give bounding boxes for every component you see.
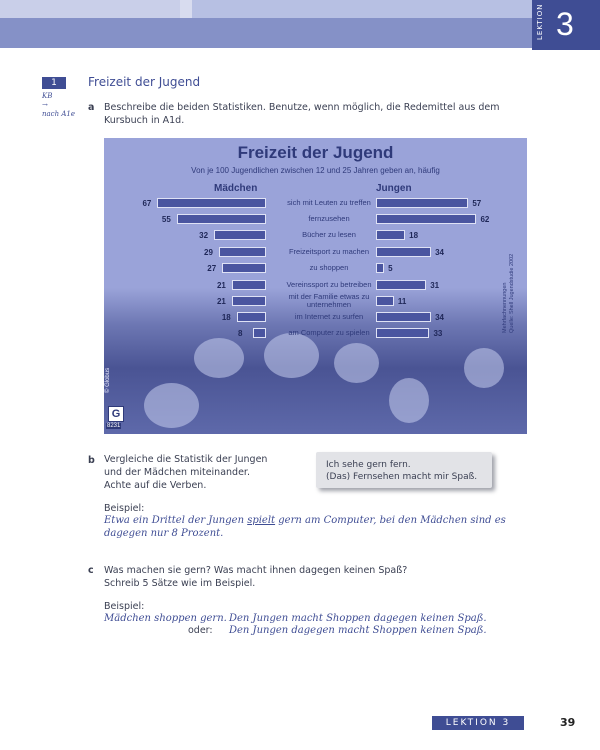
value-girls-7: 18	[221, 313, 231, 322]
part-b-example-line-2: dagegen nur 8 Prozent.	[104, 528, 224, 539]
part-b-text-2: und der Mädchen miteinander.	[104, 467, 250, 478]
chart-code: 8231	[107, 423, 121, 429]
value-boys-1: 62	[480, 215, 490, 224]
value-girls-4: 27	[207, 264, 217, 273]
bar-girls-1	[177, 214, 266, 224]
chart-source	[502, 254, 516, 333]
value-girls-3: 29	[204, 248, 213, 257]
part-c-beispiel-label: Beispiel:	[104, 601, 145, 612]
part-c-example-right-1: Den Jungen macht Shoppen dagegen keinen Spaß.	[229, 613, 487, 624]
exercise-number: 1	[42, 77, 66, 89]
example-text-pre: Etwa ein Drittel der Jungen	[104, 515, 248, 526]
category-label-2: Bücher zu lesen	[302, 230, 356, 239]
part-c-example-right-2: Den Jungen dagegen macht Shoppen keinen Spaß.	[229, 625, 487, 636]
part-b-label: b	[88, 455, 95, 466]
value-boys-5: 31	[430, 281, 440, 290]
note-line-2: (Das) Fernsehen macht mir Spaß.	[326, 472, 478, 482]
part-b-beispiel-label: Beispiel:	[104, 503, 145, 514]
value-girls-5: 21	[216, 281, 226, 290]
lektion-tab-number: 3	[556, 6, 574, 42]
part-a-text-2: Kursbuch in A1d.	[104, 115, 185, 126]
value-girls-6: 21	[216, 297, 226, 306]
statistics-chart	[104, 138, 527, 434]
globus-logo: G	[108, 406, 124, 422]
chart-subtitle: Von je 100 Jugendlichen zwischen 12 und 25 Jahren geben an, häufig	[191, 166, 440, 175]
bar-girls-0	[157, 198, 266, 208]
legend-boys: Jungen	[376, 183, 412, 194]
part-a-label: a	[88, 102, 95, 113]
part-c-oder: oder:	[188, 625, 213, 636]
chart-credit: © Globus	[105, 367, 111, 393]
lektion-tab	[532, 0, 600, 50]
category-label-7: im Internet zu surfen	[294, 312, 364, 321]
bar-girls-6	[232, 296, 266, 306]
category-label-0: sich mit Leuten zu treffen	[287, 198, 371, 207]
category-label-5: Vereinssport zu betreiben	[286, 280, 372, 289]
header-bar	[0, 0, 600, 48]
page-number: 39	[560, 716, 576, 729]
part-b-text-1: Vergleiche die Statistik der Jungen	[104, 454, 268, 465]
chart-source-line-2: Quelle: Shell Jugendstudie 2002	[509, 253, 515, 333]
value-boys-0: 57	[472, 199, 482, 208]
bar-girls-2	[214, 230, 266, 240]
value-boys-6: 11	[397, 297, 407, 306]
value-boys-4: 5	[388, 264, 393, 273]
bar-girls-4	[222, 263, 266, 273]
note-line-1: Ich sehe gern fern.	[326, 460, 411, 470]
value-girls-0: 67	[142, 199, 152, 208]
ref-kb: KB	[42, 92, 53, 100]
part-c-label: c	[88, 565, 94, 576]
part-b-example-line-1	[104, 514, 506, 527]
example-text-post: gern am Computer, bei den Mädchen sind es	[275, 515, 506, 526]
chart-title: Freizeit der Jugend	[237, 143, 394, 162]
lektion-tab-label: LEKTION	[536, 3, 544, 40]
part-a-text-1: Beschreibe die beiden Statistiken. Benutze, wenn möglich, die Redemittel aus dem	[104, 102, 500, 113]
category-label-6: mit der Familie etwas zu unternehmen	[288, 292, 370, 309]
value-girls-1: 55	[161, 215, 171, 224]
example-verb: spielt	[247, 515, 276, 526]
speech-note	[316, 452, 492, 488]
footer-lektion: LEKTION 3	[432, 716, 524, 730]
part-c-text-1: Was machen sie gern? Was macht ihnen dagegen keinen Spaß?	[104, 565, 408, 576]
value-girls-8: 8	[238, 329, 243, 338]
category-label-1: fernzusehen	[308, 214, 350, 223]
category-label-4: zu shoppen	[309, 263, 349, 272]
value-boys-7: 34	[435, 313, 444, 322]
ref-nach: nach A1e	[42, 110, 75, 118]
ref-arrow: →	[42, 101, 48, 109]
bar-girls-5	[232, 280, 266, 290]
value-boys-8: 33	[433, 329, 443, 338]
bar-girls-7	[237, 312, 266, 322]
value-girls-2: 32	[199, 231, 209, 240]
part-b-text-3: Achte auf die Verben.	[104, 480, 207, 491]
value-boys-2: 18	[409, 231, 419, 240]
bar-girls-3	[219, 247, 266, 257]
header-band	[0, 18, 600, 48]
exercise-title: Freizeit der Jugend	[88, 75, 201, 89]
value-boys-3: 34	[435, 248, 444, 257]
legend-girls: Mädchen	[214, 183, 258, 194]
category-label-3: Freizeitsport zu machen	[288, 247, 370, 256]
category-label-8: am Computer zu spielen	[288, 328, 370, 337]
part-c-example-left: Mädchen shoppen gern.	[104, 613, 227, 624]
chart-source-line-1: Mehrfachnennungen	[502, 282, 508, 333]
crowd-photo	[104, 288, 527, 434]
part-c-text-2: Schreib 5 Sätze wie im Beispiel.	[104, 578, 256, 589]
